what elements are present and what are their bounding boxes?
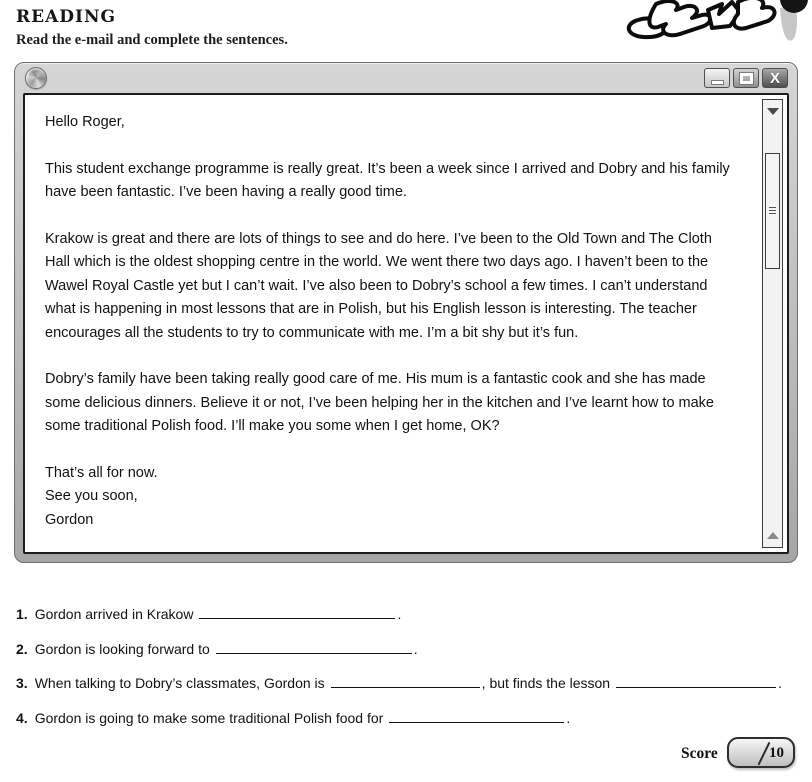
email-greeting: Hello Roger,: [45, 114, 125, 130]
question-3: [16, 673, 810, 695]
scrollbar-grip-icon: [769, 207, 776, 215]
page-title: READING: [16, 7, 117, 27]
email-closing-line: That’s all for now.: [45, 464, 158, 481]
close-button[interactable]: [762, 68, 788, 88]
score-box[interactable]: [727, 737, 795, 768]
question-punctuation: .: [566, 709, 571, 726]
answer-blank-3a[interactable]: [331, 673, 480, 688]
maximize-button[interactable]: [733, 68, 759, 88]
question-number: 2.: [16, 640, 28, 657]
minimize-button[interactable]: [704, 68, 730, 88]
email-paragraph: Krakow is great and there are lots of things to see and do here. I’ve been to the Old Town and The Cloth Hall which is the oldest shopping centre in the world. We went there two days ago. I haven’t been to the Wawel Royal Castle yet but I can’t wait. I’ve also been to Dobry’s school a few times. I can’t understand what is happening in most lessons that are in Polish, but his English lesson is interesting. The teacher encourages all the students to try to communicate with me. I’m a bit shy but it’s fun.: [45, 230, 712, 341]
question-text: Gordon is looking forward to: [34, 640, 210, 657]
instructions-text: Read the e-mail and complete the sentences.: [16, 32, 288, 48]
email-closing-line: See you soon,: [45, 488, 138, 504]
question-text: When talking to Dobry’s classmates, Gordon is: [34, 675, 325, 691]
answer-blank-4[interactable]: [389, 708, 564, 723]
scroll-arrow-up-icon[interactable]: [767, 532, 779, 539]
question-text: Gordon is going to make some traditional Polish food for: [34, 709, 384, 726]
email-window: [14, 62, 798, 563]
question-punctuation: .: [397, 606, 402, 622]
questions-section: [16, 604, 810, 742]
answer-blank-3b[interactable]: [616, 673, 776, 688]
scrollbar-thumb[interactable]: [765, 153, 780, 269]
graffiti-logo-icon: [622, 0, 812, 50]
question-punctuation: .: [413, 640, 418, 657]
maximize-icon: [740, 73, 753, 84]
question-2: [16, 639, 810, 661]
question-punctuation: .: [778, 675, 782, 691]
question-4: [16, 708, 810, 730]
email-text: [25, 95, 755, 532]
question-number: 3.: [16, 675, 28, 691]
window-controls: [704, 68, 788, 88]
email-paragraph: This student exchange programme is really great. It’s been a week since I arrived and Dobry and his family have been fantastic. I’ve been having a really good time.: [45, 160, 730, 200]
email-paragraph: Dobry’s family have been taking really good care of me. His mum is a fantastic cook and she has made some delicious dinners. Believe it or not, I’ve been helping her in the kitchen and I’ve learnt how to make some traditional Polish food. I’ll make you some when I get home, OK?: [45, 371, 714, 434]
email-content-area: [23, 93, 789, 554]
answer-blank-1[interactable]: [199, 604, 395, 619]
question-number: 1.: [16, 606, 28, 622]
scroll-arrow-down-icon[interactable]: [767, 108, 779, 115]
question-text: , but finds the lesson: [481, 675, 611, 691]
score-max-value: 10: [769, 745, 784, 761]
answer-blank-2[interactable]: [216, 639, 412, 654]
browser-logo-icon: [25, 67, 47, 89]
close-icon: X: [769, 69, 780, 87]
question-1: [16, 604, 810, 626]
minimize-icon: [711, 80, 724, 85]
window-titlebar[interactable]: [15, 63, 797, 93]
scrollbar[interactable]: [762, 99, 783, 548]
email-signature: Gordon: [45, 511, 94, 528]
score-label: Score: [681, 745, 718, 762]
question-text: Gordon arrived in Krakow: [34, 606, 194, 622]
question-number: 4.: [16, 709, 28, 726]
